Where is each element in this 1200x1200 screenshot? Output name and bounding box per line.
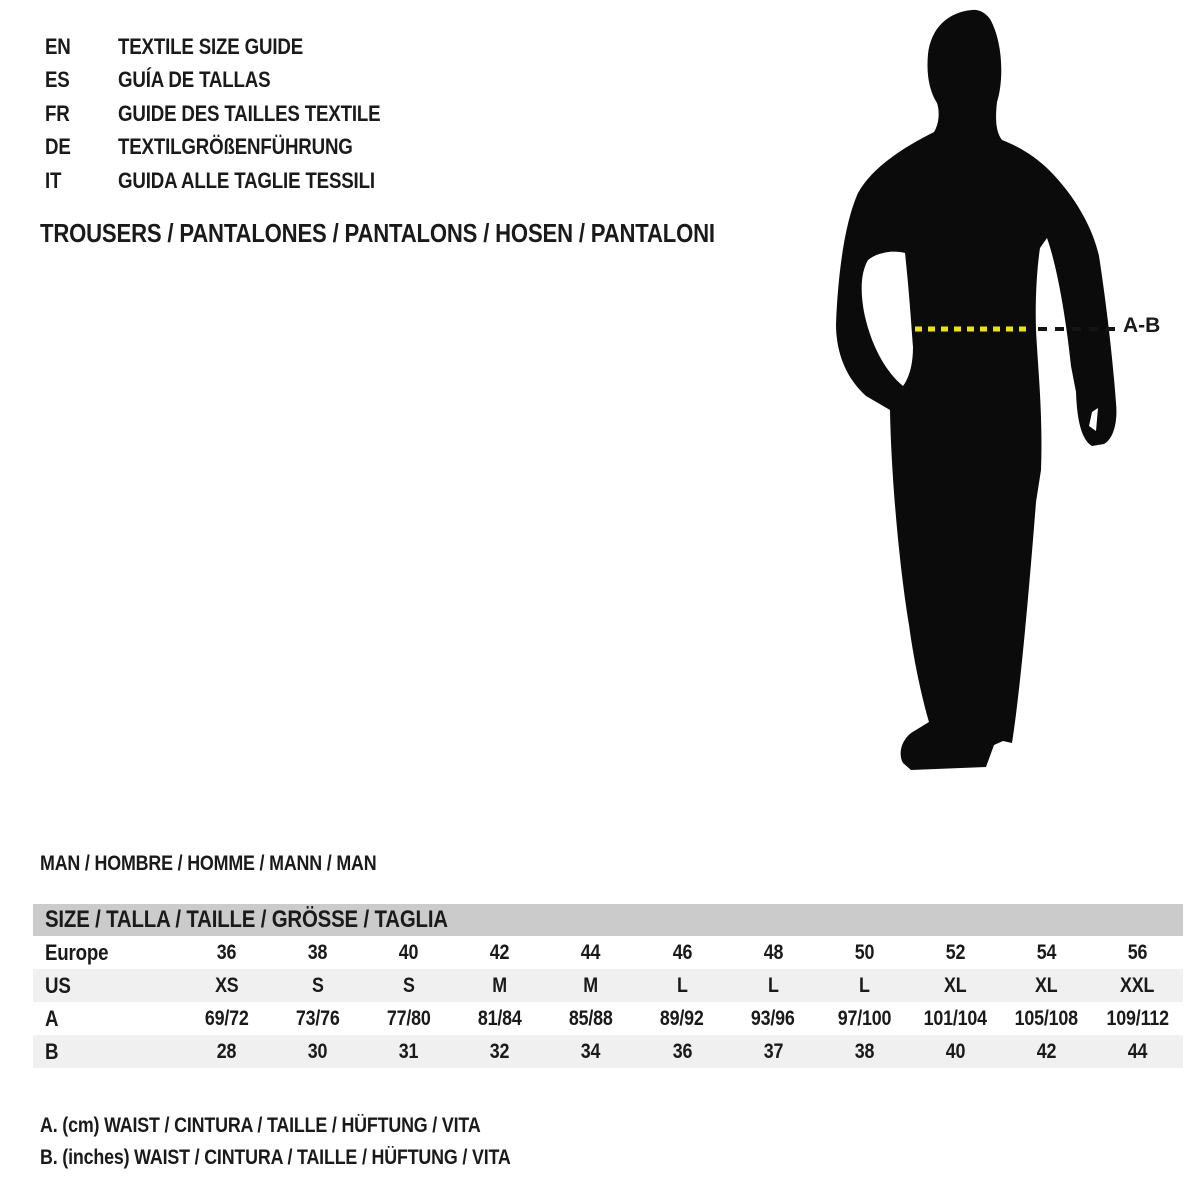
language-code: IT <box>45 167 62 193</box>
guide-title: TEXTILE SIZE GUIDE <box>118 33 304 59</box>
table-cell: L <box>858 973 870 997</box>
footnote-a: A. (cm) WAIST / CINTURA / TAILLE / HÜFTUNG / VITA <box>40 1114 481 1137</box>
table-cell: 93/96 <box>751 1006 796 1030</box>
table-row-a-cm <box>33 1002 1183 1035</box>
table-cell: 42 <box>490 940 510 964</box>
table-cell: M <box>583 973 599 997</box>
table-cell: 30 <box>307 1039 328 1063</box>
product-heading: TROUSERS / PANTALONES / PANTALONS / HOSEN / PANTALONI <box>40 218 715 248</box>
language-code: ES <box>45 67 70 93</box>
row-label: A <box>45 1005 59 1031</box>
table-cell: 36 <box>216 940 237 964</box>
table-cell: S <box>311 973 324 997</box>
table-cell: 50 <box>854 940 874 964</box>
table-cell: 48 <box>763 940 783 964</box>
table-cell: 38 <box>854 1039 874 1063</box>
table-cell: 42 <box>1036 1039 1057 1063</box>
guide-title: GUÍA DE TALLAS <box>118 67 271 93</box>
table-cell: 54 <box>1036 940 1057 964</box>
man-silhouette-figure <box>828 4 1136 780</box>
table-cell: 69/72 <box>204 1006 249 1030</box>
table-cell: 38 <box>307 940 328 964</box>
list-item <box>45 97 427 131</box>
guide-title: GUIDE DES TAILLES TEXTILE <box>118 100 381 126</box>
language-code: DE <box>45 134 71 160</box>
row-label: B <box>45 1038 59 1064</box>
guide-title: GUIDA ALLE TAGLIE TESSILI <box>118 167 375 193</box>
table-cell: XXL <box>1120 973 1155 997</box>
table-cell: 97/100 <box>837 1006 891 1030</box>
table-cell: XL <box>1035 973 1058 997</box>
table-cell: 36 <box>672 1039 692 1063</box>
table-cell: M <box>492 973 508 997</box>
language-code: FR <box>45 100 70 126</box>
table-cell: 101/104 <box>923 1006 987 1030</box>
table-cell: 85/88 <box>569 1006 613 1030</box>
table-cell: 37 <box>763 1039 783 1063</box>
table-cell: S <box>402 973 415 997</box>
waist-measure-label: A-B <box>1123 314 1161 337</box>
table-cell: 89/92 <box>660 1006 704 1030</box>
table-row-us <box>33 969 1183 1002</box>
table-row-europe <box>33 936 1183 969</box>
size-table <box>33 904 1183 1068</box>
table-cell: 34 <box>581 1039 601 1063</box>
table-cell: 28 <box>216 1039 237 1063</box>
table-cell: XS <box>214 973 239 997</box>
table-cell: 73/76 <box>295 1006 340 1030</box>
table-cell: 77/80 <box>386 1006 431 1030</box>
size-table-header: SIZE / TALLA / TAILLE / GRÖSSE / TAGLIA <box>33 904 1183 936</box>
table-cell: 40 <box>945 1039 966 1063</box>
table-cell: 109/112 <box>1106 1006 1169 1030</box>
footnote-b: B. (inches) WAIST / CINTURA / TAILLE / HÜFTUNG / VITA <box>40 1146 511 1169</box>
list-item <box>45 64 427 98</box>
table-cell: 44 <box>581 940 601 964</box>
table-cell: L <box>767 973 779 997</box>
table-cell: 52 <box>945 940 966 964</box>
table-cell: 105/108 <box>1014 1006 1079 1030</box>
language-code: EN <box>45 33 71 59</box>
table-cell: 56 <box>1127 940 1148 964</box>
table-cell: 46 <box>672 940 692 964</box>
table-cell: 81/84 <box>477 1006 522 1030</box>
list-item <box>45 30 427 64</box>
table-cell: 40 <box>398 940 419 964</box>
measurement-footnotes <box>40 1110 594 1174</box>
table-row-b-inches <box>33 1035 1183 1068</box>
table-cell: XL <box>944 973 967 997</box>
table-cell: 31 <box>398 1039 419 1063</box>
list-item <box>45 164 427 198</box>
table-cell: 32 <box>490 1039 510 1063</box>
table-cell: L <box>676 973 688 997</box>
row-label: Europe <box>45 939 109 965</box>
section-heading: MAN / HOMBRE / HOMME / MANN / MAN <box>40 852 377 875</box>
language-guide-list <box>45 30 427 198</box>
table-cell: 44 <box>1127 1039 1148 1063</box>
man-silhouette <box>836 10 1116 770</box>
row-label: US <box>45 972 71 998</box>
guide-title: TEXTILGRÖßENFÜHRUNG <box>118 134 353 160</box>
list-item <box>45 131 427 165</box>
